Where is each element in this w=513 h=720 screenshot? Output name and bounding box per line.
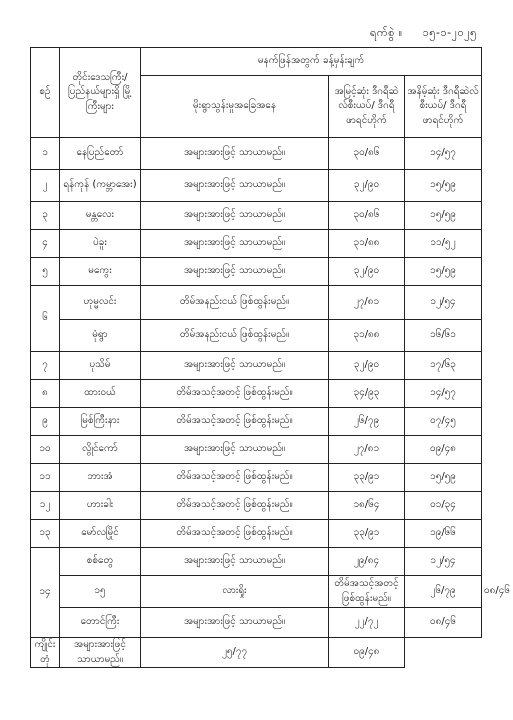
cell-low: ၁၅/၅၉ (405, 258, 482, 286)
header-forecast-group: မနက်ဖြန်အတွက် ခန့်မှန်းချက် (141, 48, 482, 76)
table-row (31, 286, 482, 320)
table-row (31, 202, 482, 230)
row-number: ၂ (31, 170, 60, 202)
header-rain: မိုးရွာသွန်းမှုအခြေအနေ (141, 76, 329, 138)
table-row (31, 380, 482, 408)
table-row (31, 320, 482, 352)
row-number: ၁၀ (31, 436, 60, 464)
cell-low: ၀၉/၄၈ (405, 436, 482, 464)
cell-city: ဟားခါး (60, 492, 141, 520)
cell-city: စစ်တွေ (60, 548, 141, 576)
cell-city: မုံရွာ (60, 320, 141, 352)
table-row (31, 608, 482, 638)
cell-high: ၁၈/၆၄ (329, 492, 405, 520)
cell-high: ၂၆/၇၉ (405, 576, 482, 608)
cell-rain: အများအားဖြင့် သာယာမည်။ (141, 352, 329, 380)
header-no: စဉ် (31, 48, 60, 138)
row-number: ၅ (31, 258, 60, 286)
cell-low: ၀၈/၄၆ (405, 608, 482, 638)
table-row: ၁၅ လားရှိုး တိမ်အသင့်အတင့် ဖြစ်ထွန်းမည်။ ၂၆/၇၉ ၀၈/၄၆ (31, 576, 482, 608)
cell-low: ၁၄/၅၇ (405, 138, 482, 170)
table-row (31, 548, 482, 576)
cell-rain: အများအားဖြင့် သာယာမည်။ (141, 548, 329, 576)
cell-low: ၁၅/၅၉ (405, 464, 482, 492)
cell-city: ကျိုင်းတုံ (31, 638, 60, 668)
header-region: တိုင်းဒေသကြီး/ ပြည်နယ်များရှိ မြို့ကြီးများ (60, 48, 141, 138)
cell-rain: တိမ်အသင့်အတင့် ဖြစ်ထွန်းမည်။ (141, 464, 329, 492)
cell-city: မော်လမြိုင် (60, 520, 141, 548)
weather-forecast-table (30, 47, 510, 668)
cell-low: ၁၆/၆၁ (405, 320, 482, 352)
row-number: ၆ (31, 286, 60, 352)
cell-rain: တိမ်အနည်းငယ် ဖြစ်ထွန်းမည်။ (141, 286, 329, 320)
cell-low: ၁၁/၅၂ (405, 230, 482, 258)
cell-low: ၀၉/၄၈ (329, 638, 405, 668)
cell-city: မြစ်ကြီးနား (60, 408, 141, 436)
cell-rain: တိမ်အသင့်အတင့် ဖြစ်ထွန်းမည်။ (329, 576, 405, 608)
cell-city: တောင်ကြီး (60, 608, 141, 638)
cell-city: ဟုမ္မလင်း (60, 286, 141, 320)
cell-city: ထားဝယ် (60, 380, 141, 408)
row-number: ၃ (31, 202, 60, 230)
cell-high: ၂၂/၇၂ (329, 608, 405, 638)
header-low-temp: အနိမ့်ဆုံး ဒီဂရီဆဲလ်စီးယပ်/ ဒီဂရီဖာရင်ဟိုက် (405, 76, 482, 138)
table-row (31, 408, 482, 436)
cell-high: ၃၂/၉၀ (329, 258, 405, 286)
row-number: ၄ (31, 230, 60, 258)
table-row (31, 464, 482, 492)
cell-high: ၃၂/၉၀ (329, 170, 405, 202)
cell-low: ၁၉/၆၆ (405, 520, 482, 548)
cell-high: ၃၄/၉၃ (329, 380, 405, 408)
cell-rain: အများအားဖြင့် သာယာမည်။ (141, 170, 329, 202)
table-row (31, 520, 482, 548)
cell-rain: အများအားဖြင့် သာယာမည်။ (141, 230, 329, 258)
cell-low: ၁၂/၅၄ (405, 286, 482, 320)
cell-rain: တိမ်အသင့်အတင့် ဖြစ်ထွန်းမည်။ (141, 492, 329, 520)
cell-high: ၂၉/၈၄ (329, 548, 405, 576)
cell-city: ပုသိမ် (60, 352, 141, 380)
cell-low: ၁၅/၅၉ (405, 202, 482, 230)
cell-rain: တိမ်အနည်းငယ် ဖြစ်ထွန်းမည်။ (141, 320, 329, 352)
table-row (31, 258, 482, 286)
cell-low: ၁၂/၅၄ (405, 548, 482, 576)
cell-rain: အများအားဖြင့် သာယာမည်။ (141, 436, 329, 464)
row-number: ၁၂ (31, 492, 60, 520)
cell-rain: အများအားဖြင့် သာယာမည်။ (60, 638, 141, 668)
cell-rain: အများအားဖြင့် သာယာမည်။ (141, 258, 329, 286)
cell-high: ၃၀/၈၆ (329, 202, 405, 230)
cell-city: ရန်ကုန် (ကမ္ဘာအေး) (60, 170, 141, 202)
cell-high: ၃၃/၉၁ (329, 520, 405, 548)
cell-city: နေပြည်တော် (60, 138, 141, 170)
cell-high: ၃၁/၈၈ (329, 230, 405, 258)
row-number: ၇ (31, 352, 60, 380)
document-date (370, 26, 477, 42)
row-number: ၁၄ (31, 548, 60, 638)
cell-city: မန္တလေး (60, 202, 141, 230)
table-row (31, 230, 482, 258)
cell-low: ၀၇/၄၅ (405, 408, 482, 436)
cell-rain: အများအားဖြင့် သာယာမည်။ (141, 608, 329, 638)
cell-high: ၂၇/၈၁ (329, 436, 405, 464)
header-high-temp: အမြင့်ဆုံး ဒီဂရီဆဲလ်စီးယပ်/ ဒီဂရီဖာရင်ဟိုက် (329, 76, 405, 138)
row-number: ၁၃ (31, 520, 60, 548)
date-value: ၁၅-၁-၂၀၂၅ (422, 26, 477, 39)
cell-low: ၁၇/၆၃ (405, 352, 482, 380)
table-row (31, 352, 482, 380)
cell-low: ၀၁/၃၄ (405, 492, 482, 520)
cell-low: ၁၅/၅၉ (405, 170, 482, 202)
table-row (31, 638, 482, 668)
table-body (31, 138, 510, 668)
cell-city: လားရှိုး (141, 576, 329, 608)
table-row (31, 138, 482, 170)
cell-high: ၂၅/၇၇ (141, 638, 329, 668)
row-number: ၁ (31, 138, 60, 170)
row-number: ၈ (31, 380, 60, 408)
cell-high: ၂၆/၇၉ (329, 408, 405, 436)
cell-rain: တိမ်အသင့်အတင့် ဖြစ်ထွန်းမည်။ (141, 380, 329, 408)
cell-rain: တိမ်အသင့်အတင့် ဖြစ်ထွန်းမည်။ (141, 408, 329, 436)
cell-high: ၃၀/၈၆ (329, 138, 405, 170)
cell-rain: အများအားဖြင့် သာယာမည်။ (141, 138, 329, 170)
table-row (31, 170, 482, 202)
row-number: ၁၁ (31, 464, 60, 492)
cell-high: ၂၇/၈၁ (329, 286, 405, 320)
cell-rain: တိမ်အသင့်အတင့် ဖြစ်ထွန်းမည်။ (141, 520, 329, 548)
row-number: ၁၅ (60, 576, 141, 608)
cell-high: ၃၁/၈၈ (329, 320, 405, 352)
table-row (31, 492, 482, 520)
cell-high: ၃၃/၉၁ (329, 464, 405, 492)
cell-rain: အများအားဖြင့် သာယာမည်။ (141, 202, 329, 230)
cell-low: ၁၄/၅၇ (405, 380, 482, 408)
table-row (31, 436, 482, 464)
cell-city: လွိုင်ကော် (60, 436, 141, 464)
cell-city: ဘားအံ (60, 464, 141, 492)
row-number: ၉ (31, 408, 60, 436)
cell-city: မကွေး (60, 258, 141, 286)
cell-high: ၃၂/၉၀ (329, 352, 405, 380)
date-label: ရက်စွဲ ။ (370, 26, 403, 39)
cell-city: ပဲခူး (60, 230, 141, 258)
